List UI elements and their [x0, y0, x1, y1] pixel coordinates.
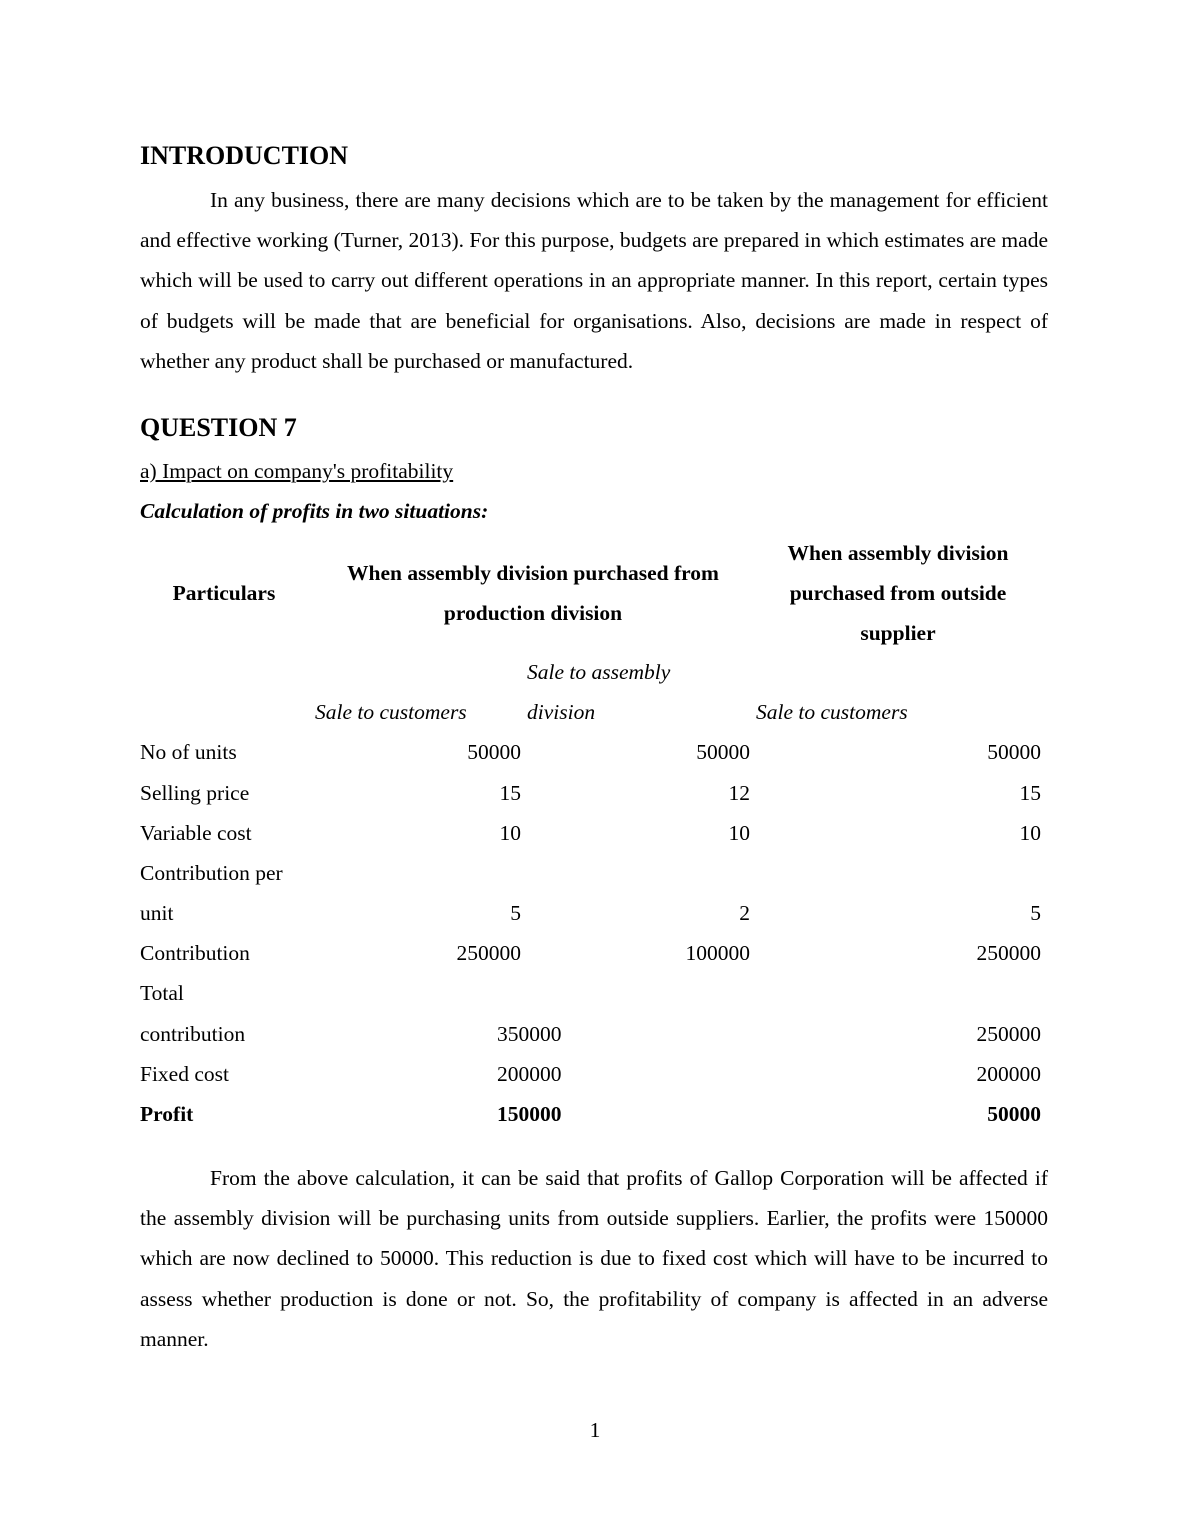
intro-paragraph: In any business, there are many decisions which are to be taken by the management for efficient and effective working (Turner, 2013). For this purpose, budgets are prepared in which estimates are made which will be used to carry out different operations in an appropriate manner. In this report, certain types of budgets will be made that are beneficial for organisations. Also, decisions are made in respect of whether any product shall be purchased or manufactured.	[140, 188, 1048, 373]
row-label-contribution: Contribution	[140, 941, 250, 965]
cell-contribution-a1: 250000	[456, 941, 521, 965]
row-label-profit: Profit	[140, 1102, 194, 1126]
question-heading: QUESTION 7	[140, 413, 297, 442]
intro-heading: INTRODUCTION	[140, 141, 349, 170]
row-label-total-line1: Total	[140, 981, 184, 1005]
cell-total-a: 350000	[497, 1022, 562, 1046]
subheader-sale-customers-a: Sale to customers	[315, 700, 467, 724]
subheader-sale-assembly-line1: Sale to assembly	[527, 660, 671, 684]
row-label-units: No of units	[140, 740, 237, 764]
row-label-fixed-cost: Fixed cost	[140, 1062, 229, 1086]
cell-units-a1: 50000	[467, 740, 521, 764]
cell-contribution-b: 250000	[976, 941, 1041, 965]
subheader-sale-customers-b: Sale to customers	[756, 700, 908, 724]
cell-price-b: 15	[1019, 781, 1041, 805]
page-number: 1	[589, 1418, 601, 1442]
cell-cpu-a1: 5	[510, 901, 521, 925]
subheader-sale-assembly-line2: division	[527, 700, 596, 724]
row-label-price: Selling price	[140, 781, 250, 805]
cell-varcost-b: 10	[1019, 821, 1041, 845]
header-particulars: Particulars	[172, 581, 276, 605]
cell-contribution-a2: 100000	[685, 941, 750, 965]
header-col-a: When assembly division purchased from production division	[347, 561, 719, 625]
row-label-variable-cost: Variable cost	[140, 821, 252, 845]
cell-price-a1: 15	[499, 781, 521, 805]
conclusion-paragraph: From the above calculation, it can be said that profits of Gallop Corporation will be affected if the assembly division will be purchasing units from outside suppliers. Earlier, the profits were 150000 which are now declined to 50000. This reduction is due to fixed cost which will have to be incurred to assess whether production is done or not. So, the profitability of company is affected in an adverse manner.	[140, 1166, 1048, 1351]
cell-cpu-b: 5	[1030, 901, 1041, 925]
cell-fixed-b: 200000	[976, 1062, 1041, 1086]
cell-fixed-a: 200000	[497, 1062, 562, 1086]
cell-price-a2: 12	[728, 781, 750, 805]
cell-profit-a: 150000	[497, 1102, 562, 1126]
cell-varcost-a1: 10	[499, 821, 521, 845]
header-col-b: When assembly division purchased from outside supplier	[787, 541, 1009, 645]
cell-units-b: 50000	[987, 740, 1041, 764]
question-subheading: a) Impact on company's profitability	[140, 459, 454, 483]
row-label-total-line2: contribution	[140, 1022, 246, 1046]
cell-cpu-a2: 2	[739, 901, 750, 925]
row-label-cpu-line1: Contribution per	[140, 861, 283, 885]
row-label-cpu-line2: unit	[140, 901, 174, 925]
cell-units-a2: 50000	[696, 740, 750, 764]
cell-total-b: 250000	[976, 1022, 1041, 1046]
cell-varcost-a2: 10	[728, 821, 750, 845]
cell-profit-b: 50000	[987, 1102, 1041, 1126]
calculation-title: Calculation of profits in two situations:	[140, 499, 489, 523]
